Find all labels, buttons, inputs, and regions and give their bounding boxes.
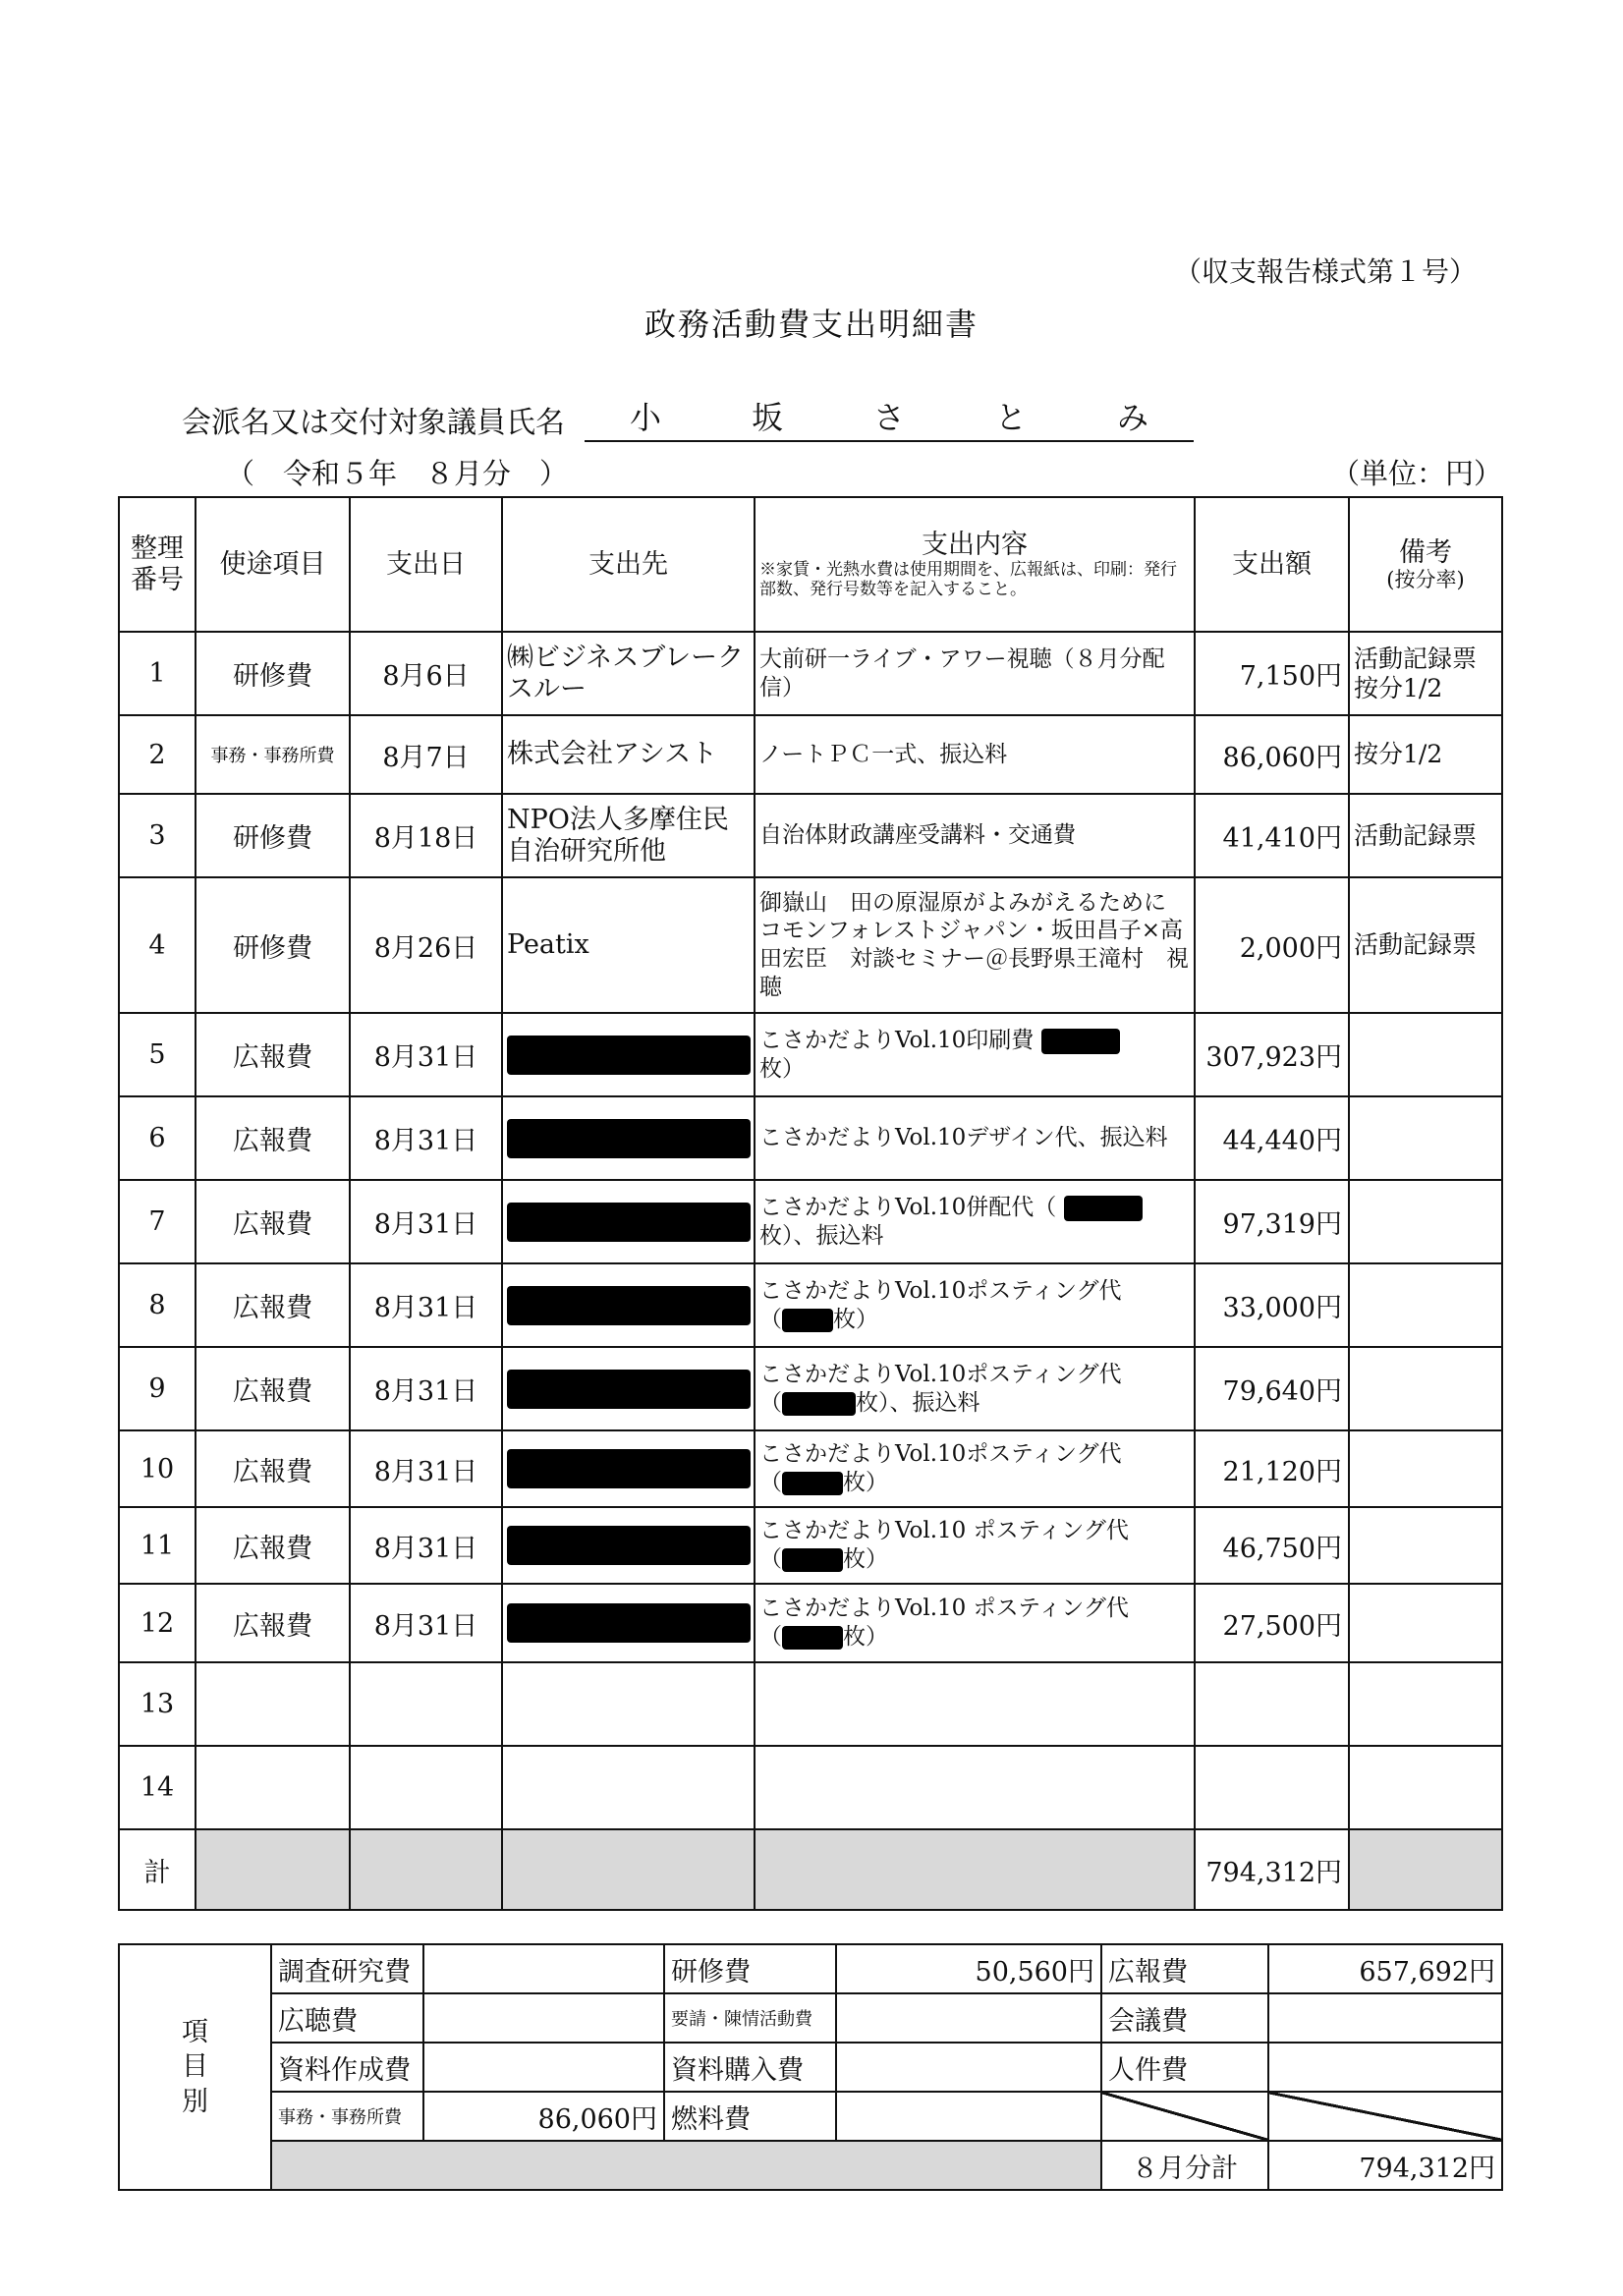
row-amount: 41,410円 (1195, 794, 1349, 877)
redacted-block (507, 1370, 751, 1409)
header-amount: 支出額 (1195, 497, 1349, 632)
side-char: 目 (182, 2051, 208, 2083)
table-row (119, 794, 1502, 877)
row-date: 8月31日 (350, 1347, 502, 1430)
fuel-label: 燃料費 (664, 2092, 836, 2141)
row-remarks: 活動記録票 (1349, 794, 1502, 877)
row-no: 1 (119, 632, 196, 715)
row-category: 広報費 (196, 1430, 350, 1507)
row-no: 7 (119, 1180, 196, 1263)
member-name-char: 坂 (751, 399, 783, 436)
header-content-title: 支出内容 (922, 529, 1028, 560)
row-content: こさかだよりVol.10ポスティング代 （ 枚）、振込料 (755, 1347, 1195, 1430)
table-row-empty (119, 1746, 1502, 1829)
member-name-char: 小 (629, 399, 661, 436)
row-amount: 21,120円 (1195, 1430, 1349, 1507)
side-char: 項 (182, 2017, 208, 2048)
row-amount: 44,440円 (1195, 1096, 1349, 1180)
content-part-b: 枚）、振込料 (759, 1222, 884, 1249)
redacted-block (507, 1526, 751, 1565)
content-part-a: こさかだよりVol.10デザイン代、振込料 (759, 1125, 1168, 1151)
row-no: 4 (119, 877, 196, 1013)
content-part-a: こさかだよりVol.10併配代（ (759, 1194, 1057, 1220)
content-part-a: こさかだよりVol.10 ポスティング代 (759, 1518, 1129, 1544)
table-row (119, 1013, 1502, 1096)
row-amount: 97,319円 (1195, 1180, 1349, 1263)
row-amount: 33,000円 (1195, 1263, 1349, 1347)
redacted-block (782, 1472, 843, 1495)
row-remarks: 活動記録票 (1349, 877, 1502, 1013)
row-remarks: 活動記録票 按分1/2 (1349, 632, 1502, 715)
diagonal-cell (1101, 2092, 1268, 2141)
row-date: 8月31日 (350, 1584, 502, 1662)
table-row (119, 632, 1502, 715)
redacted-block (1041, 1029, 1120, 1054)
row-remarks (1349, 1347, 1502, 1430)
row-no: 11 (119, 1507, 196, 1584)
member-name (585, 393, 1194, 442)
row-payee: 株式会社アシスト (502, 715, 755, 794)
row-content (755, 1180, 1195, 1263)
content-part-b: 枚） (833, 1306, 878, 1332)
row-no: 3 (119, 794, 196, 877)
row-remarks (1349, 1263, 1502, 1347)
pr-label: 広報費 (1101, 1944, 1268, 1993)
row-payee (502, 1430, 755, 1507)
row-no: 2 (119, 715, 196, 794)
header-remarks-sub: (按分率) (1386, 567, 1465, 591)
docpurchase-label: 資料購入費 (664, 2043, 836, 2092)
row-amount: 79,640円 (1195, 1347, 1349, 1430)
table-total-row (119, 1829, 1502, 1910)
row-date: 8月18日 (350, 794, 502, 877)
row-amount: 2,000円 (1195, 877, 1349, 1013)
redacted-block (507, 1036, 751, 1075)
row-category: 事務・事務所費 (196, 715, 350, 794)
research-label: 調査研究費 (271, 1944, 423, 1993)
table-row (119, 1096, 1502, 1180)
row-date: 8月31日 (350, 1180, 502, 1263)
content-part-b: 枚）、振込料 (856, 1389, 980, 1416)
redacted-block (1064, 1196, 1143, 1221)
row-date: 8月7日 (350, 715, 502, 794)
header-no: 整理番号 (119, 497, 196, 632)
header-remarks (1349, 497, 1502, 632)
content-part-b: 枚） (843, 1470, 888, 1495)
row-date: 8月31日 (350, 1507, 502, 1584)
redacted-block (507, 1119, 751, 1158)
row-remarks (1349, 1180, 1502, 1263)
row-payee (502, 1180, 755, 1263)
content-part-b: 枚） (759, 1055, 805, 1082)
row-remarks (1349, 1584, 1502, 1662)
header-content (755, 497, 1195, 632)
row-content: こさかだよりVol.10ポスティング代 （ 枚） (755, 1263, 1195, 1347)
row-category: 広報費 (196, 1584, 350, 1662)
row-content (755, 1096, 1195, 1180)
office-label: 事務・事務所費 (271, 2092, 423, 2141)
row-remarks (1349, 1507, 1502, 1584)
row-category: 広報費 (196, 1507, 350, 1584)
row-content: こさかだよりVol.10 ポスティング代 （ 枚） (755, 1584, 1195, 1662)
content-part-a: こさかだよりVol.10 ポスティング代 (759, 1596, 1129, 1622)
row-category: 研修費 (196, 632, 350, 715)
row-remarks (1349, 1013, 1502, 1096)
redacted-block (782, 1548, 843, 1572)
row-content: こさかだよりVol.10 ポスティング代 （ 枚） (755, 1507, 1195, 1584)
petition-label: 要請・陳情活動費 (664, 1993, 836, 2043)
row-amount: 46,750円 (1195, 1507, 1349, 1584)
docmaking-label: 資料作成費 (271, 2043, 423, 2092)
row-date: 8月31日 (350, 1430, 502, 1507)
month-total-label: ８月分計 (1101, 2141, 1268, 2190)
member-name-char: み (1116, 399, 1148, 436)
row-no: 5 (119, 1013, 196, 1096)
document-title: 政務活動費支出明細書 (644, 306, 979, 343)
member-name-char: と (994, 399, 1027, 436)
summary-table (118, 1943, 1503, 2191)
row-date: 8月31日 (350, 1013, 502, 1096)
redacted-block (782, 1309, 833, 1332)
training-amount: 50,560円 (836, 1944, 1101, 1993)
content-part-a: こさかだよりVol.10印刷費 (759, 1027, 1035, 1053)
row-content: 自治体財政講座受講料・交通費 (755, 794, 1195, 877)
row-category: 研修費 (196, 794, 350, 877)
redacted-block (507, 1603, 751, 1643)
row-remarks (1349, 1096, 1502, 1180)
table-row (119, 1584, 1502, 1662)
training-label: 研修費 (664, 1944, 836, 1993)
row-content: 大前研一ライブ・アワー視聴（８月分配信） (755, 632, 1195, 715)
content-part-a: こさかだよりVol.10ポスティング代 (759, 1277, 1122, 1304)
row-no: 6 (119, 1096, 196, 1180)
hearing-label: 広聴費 (271, 1993, 423, 2043)
redacted-block (782, 1626, 843, 1650)
header-content-note: ※家賃・光熱水費は使用期間を、広報紙は、印刷：発行部数、発行号数等を記入すること。 (759, 559, 1177, 600)
row-amount: 27,500円 (1195, 1584, 1349, 1662)
row-no: 13 (119, 1662, 196, 1746)
personnel-label: 人件費 (1101, 2043, 1268, 2092)
row-payee (502, 1263, 755, 1347)
row-content: 御嶽山 田の原湿原がよみがえるために コモンフォレストジャパン・坂田昌子×高田宏臣 対談セミナー＠長野県王滝村 視聴 (755, 877, 1195, 1013)
row-content (755, 1013, 1195, 1096)
content-part-b: 枚） (843, 1546, 888, 1572)
row-payee (502, 1584, 755, 1662)
header-payee: 支出先 (502, 497, 755, 632)
row-no: 10 (119, 1430, 196, 1507)
row-no: 12 (119, 1584, 196, 1662)
row-payee (502, 1347, 755, 1430)
row-payee (502, 1507, 755, 1584)
row-category: 広報費 (196, 1180, 350, 1263)
side-char: 別 (182, 2086, 208, 2117)
table-row-empty (119, 1662, 1502, 1746)
row-amount: 7,150円 (1195, 632, 1349, 715)
header-date: 支出日 (350, 497, 502, 632)
table-row (119, 1180, 1502, 1263)
period: （ 令和５年 ８月分 ） (226, 457, 569, 490)
content-part-b: 枚） (843, 1624, 888, 1650)
row-date: 8月6日 (350, 632, 502, 715)
row-date: 8月31日 (350, 1096, 502, 1180)
total-label: 計 (119, 1829, 196, 1910)
row-date: 8月26日 (350, 877, 502, 1013)
row-payee: NPO法人多摩住民自治研究所他 (502, 794, 755, 877)
content-part-a: こさかだよりVol.10ポスティング代 (759, 1361, 1122, 1387)
header-remarks-title: 備考 (1399, 536, 1452, 568)
row-no: 14 (119, 1746, 196, 1829)
row-category: 広報費 (196, 1013, 350, 1096)
row-payee: Peatix (502, 877, 755, 1013)
row-amount: 86,060円 (1195, 715, 1349, 794)
row-content: こさかだよりVol.10ポスティング代 （ 枚） (755, 1430, 1195, 1507)
row-amount: 307,923円 (1195, 1013, 1349, 1096)
row-content: ノートＰＣ一式、振込料 (755, 715, 1195, 794)
row-category: 広報費 (196, 1263, 350, 1347)
row-payee: ㈱ビジネスブレークスルー (502, 632, 755, 715)
row-no: 8 (119, 1263, 196, 1347)
row-payee (502, 1013, 755, 1096)
row-category: 研修費 (196, 877, 350, 1013)
table-row (119, 877, 1502, 1013)
row-category: 広報費 (196, 1096, 350, 1180)
total-amount: 794,312円 (1195, 1829, 1349, 1910)
row-no: 9 (119, 1347, 196, 1430)
member-label: 会派名又は交付対象議員氏名 (182, 406, 565, 440)
redacted-block (507, 1286, 751, 1325)
member-name-char: さ (872, 399, 905, 436)
row-remarks: 按分1/2 (1349, 715, 1502, 794)
diagonal-cell (1268, 2092, 1502, 2141)
month-total-amount: 794,312円 (1268, 2141, 1502, 2190)
row-payee (502, 1096, 755, 1180)
header-category: 使途項目 (196, 497, 350, 632)
redacted-block (782, 1392, 856, 1416)
table-row (119, 1347, 1502, 1430)
form-number: （収支報告様式第１号） (1174, 255, 1478, 288)
meeting-label: 会議費 (1101, 1993, 1268, 2043)
table-row (119, 1430, 1502, 1507)
summary-side-label (119, 1944, 271, 2190)
unit-label: （単位：円） (1331, 457, 1503, 490)
table-row (119, 1263, 1502, 1347)
table-row (119, 715, 1502, 794)
row-remarks (1349, 1430, 1502, 1507)
redacted-block (507, 1203, 751, 1242)
row-category: 広報費 (196, 1347, 350, 1430)
office-amount: 86,060円 (423, 2092, 664, 2141)
content-part-a: こさかだよりVol.10ポスティング代 (759, 1441, 1122, 1468)
pr-amount: 657,692円 (1268, 1944, 1502, 1993)
table-header-row (119, 497, 1502, 632)
table-row (119, 1507, 1502, 1584)
redacted-block (507, 1449, 751, 1488)
row-date: 8月31日 (350, 1263, 502, 1347)
expense-table (118, 496, 1503, 1911)
